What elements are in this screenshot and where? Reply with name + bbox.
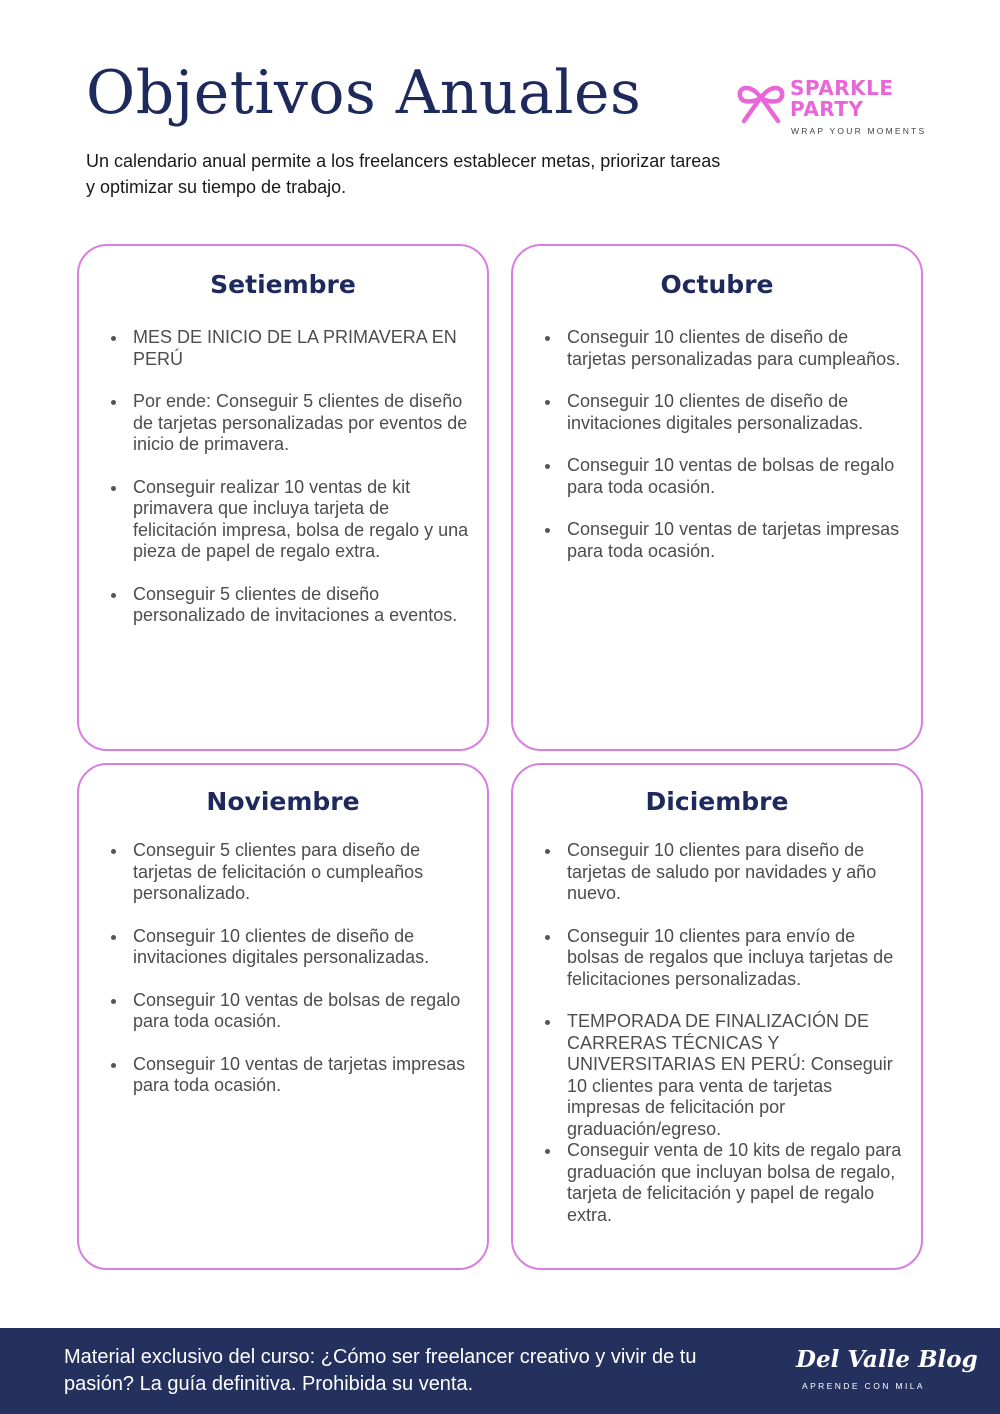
goal-item: TEMPORADA DE FINALIZACIÓN DE CARRERAS TÉCNICAS Y UNIVERSITARIAS EN PERÚ: Conseguir 10 clientes para venta de tarjetas impresas de felicitación por graduación/egreso. — [543, 1011, 903, 1140]
sparkle-party-logo — [734, 76, 927, 140]
month-card-diciembre — [511, 763, 923, 1270]
footer-brand-logo: Del Valle Blog — [796, 1346, 978, 1373]
goal-item: Conseguir realizar 10 ventas de kit primavera que incluya tarjeta de felicitación impresa, bolsa de regalo y una pieza de papel de regalo extra. — [109, 477, 469, 563]
goal-item: Conseguir 10 clientes de diseño de invitaciones digitales personalizadas. — [543, 391, 903, 434]
goal-item: Conseguir 5 clientes de diseño personalizado de invitaciones a eventos. — [109, 584, 469, 627]
goal-item: Conseguir 10 ventas de tarjetas impresas para toda ocasión. — [543, 519, 903, 562]
goal-item: Conseguir 10 clientes de diseño de invitaciones digitales personalizadas. — [109, 926, 469, 969]
month-title: Setiembre — [210, 270, 356, 299]
goal-item: Conseguir 10 ventas de bolsas de regalo para toda ocasión. — [543, 455, 903, 498]
footer-brand-tagline: APRENDE CON MILA — [802, 1381, 925, 1391]
footer-banner — [0, 1328, 1000, 1414]
goal-list — [79, 840, 487, 1097]
month-card-octubre — [511, 244, 923, 751]
goal-item: Conseguir 10 ventas de tarjetas impresas para toda ocasión. — [109, 1054, 469, 1097]
goal-item: Conseguir 10 ventas de bolsas de regalo para toda ocasión. — [109, 990, 469, 1033]
ribbon-bow-icon — [734, 80, 788, 124]
footer-text: Material exclusivo del curso: ¿Cómo ser freelancer creativo y vivir de tu pasión? La guía definitiva. Prohibida su venta. — [64, 1346, 697, 1395]
logo-tagline: WRAP YOUR MOMENTS — [791, 126, 927, 136]
logo-name: SPARKLE PARTY — [790, 76, 894, 121]
goal-item: Conseguir 10 clientes para diseño de tarjetas de saludo por navidades y año nuevo. — [543, 840, 903, 905]
goal-item: Conseguir venta de 10 kits de regalo para graduación que incluyan bolsa de regalo, tarjeta de felicitación y papel de regalo extra. — [543, 1140, 903, 1226]
goal-item: Por ende: Conseguir 5 clientes de diseño de tarjetas personalizadas por eventos de inicio de primavera. — [109, 391, 469, 456]
month-card-setiembre — [77, 244, 489, 751]
goal-list — [513, 840, 921, 1226]
page-title: Objetivos Anuales — [86, 58, 642, 128]
month-title: Diciembre — [645, 787, 789, 816]
month-card-noviembre — [77, 763, 489, 1270]
goal-item: Conseguir 10 clientes para envío de bolsas de regalos que incluya tarjetas de felicitaciones personalizadas. — [543, 926, 903, 991]
goal-item: Conseguir 5 clientes para diseño de tarjetas de felicitación o cumpleaños personalizado. — [109, 840, 469, 905]
goal-item: MES DE INICIO DE LA PRIMAVERA EN PERÚ — [109, 327, 469, 370]
goal-list — [79, 327, 487, 627]
page-subtitle: Un calendario anual permite a los freelancers establecer metas, priorizar tareas y optimizar su tiempo de trabajo. — [86, 151, 721, 197]
month-title: Octubre — [660, 270, 774, 299]
goal-list — [513, 327, 921, 562]
goal-item: Conseguir 10 clientes de diseño de tarjetas personalizadas para cumpleaños. — [543, 327, 903, 370]
month-title: Noviembre — [206, 787, 360, 816]
